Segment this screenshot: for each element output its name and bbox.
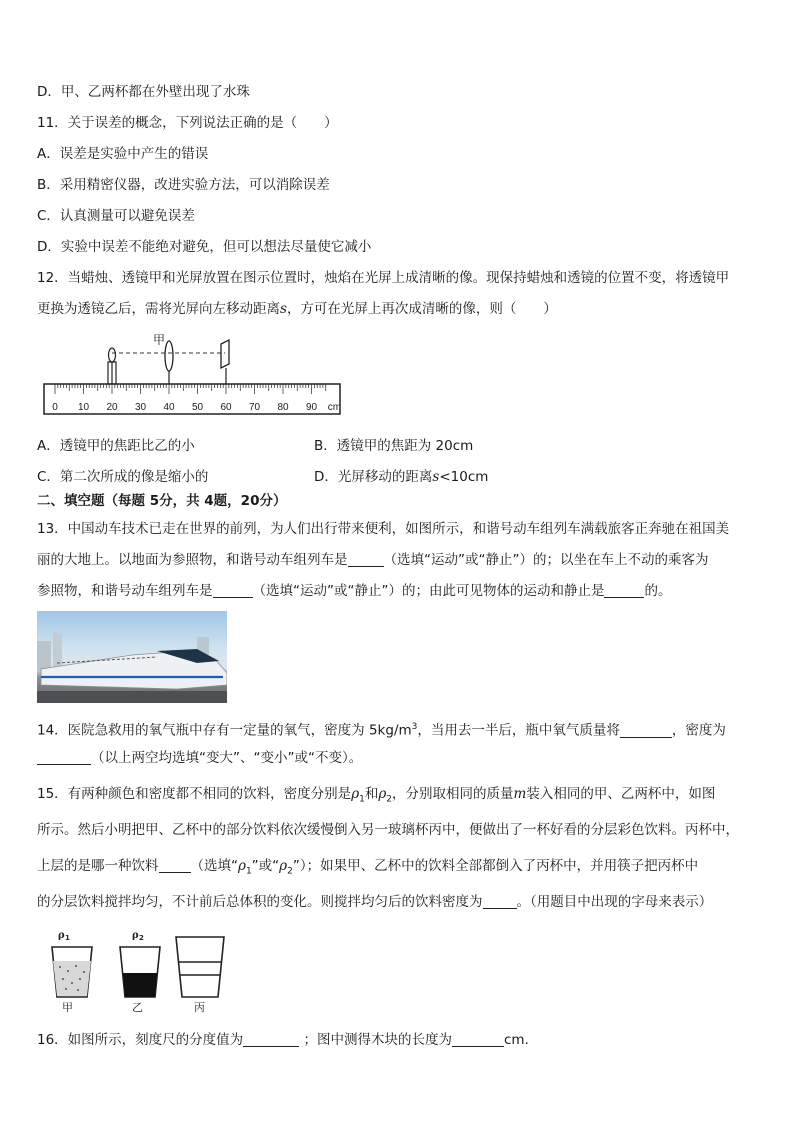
q12-stem-line1: 12．当蜡烛、透镜甲和光屏放置在图示位置时，烛焰在光屏上成清晰的像。现保持蜡烛和透镜的位置不变，将透镜甲 (37, 270, 730, 286)
ruler-tick-label: 70 (248, 402, 261, 413)
q15-line1: 15．有两种颜色和密度都不相同的饮料，密度分别是$\rho_1$和$\rho_2$，分别取相同的质量m装入相同的甲、乙两杯中，如图 (37, 786, 716, 805)
q13-line3: 参照物，和谐号动车组列车是 （选填“运动”或“静止”）的；由此可见物体的运动和静止是 的。 (37, 583, 672, 599)
q13-line2: 丽的大地上。以地面为参照物，和谐号动车组列车是 （选填“运动”或“静止”）的；以坐在车上不动的乘客为 (37, 552, 709, 568)
q14-line1: 14．医院急救用的氧气瓶中存有一定量的氧气，密度为 $5kg/m^3$，当用去一半后，瓶中氧气质量将 ，密度为 (37, 722, 726, 739)
answer-blank[interactable] (159, 858, 191, 873)
answer-blank[interactable] (483, 894, 517, 909)
ruler-tick-label: 20 (106, 402, 118, 413)
q14-line2: （以上两空均选填“变大”、“变小”或“不变）。 (37, 749, 362, 767)
q12-option-b: B．透镜甲的焦距为 20cm (314, 438, 474, 454)
lens-icon (165, 341, 173, 384)
ruler-tick-label: 40 (163, 402, 175, 413)
q11-option-b: B．采用精密仪器，改进实验方法，可以消除误差 (37, 177, 330, 193)
optical-bench-figure (37, 334, 347, 416)
three-cups-figure (48, 927, 238, 1013)
q11-option-a: A．误差是实验中产生的错误 (37, 146, 209, 162)
q12-option-d: D．光屏移动的距离s<10cm (314, 469, 489, 485)
ruler-unit: cm (327, 402, 342, 413)
q15-line4: 的分层饮料搅拌均匀，不计前后总体积的变化。则搅拌均匀后的饮料密度为 。（用题目中出现的字母来表示） (37, 894, 713, 910)
ruler-tick-label: 90 (305, 402, 318, 413)
screen-icon (221, 340, 229, 384)
ruler-tick-label: 60 (220, 402, 232, 413)
answer-blank[interactable] (452, 1032, 504, 1047)
answer-blank[interactable] (620, 723, 672, 738)
cup-label-bing: 丙 (194, 1002, 205, 1013)
q13-line1: 13．中国动车技术已走在世界的前列，为人们出行带来便利，如图所示，和谐号动车组列车满载旅客正奔驰在祖国美 (37, 521, 730, 537)
q12-option-a: A．透镜甲的焦距比乙的小 (37, 438, 195, 454)
ruler-tick-label: 50 (191, 402, 204, 413)
q12-stem-line2: 更换为透镜乙后，需将光屏向左移动距离s，方可在光屏上再次成清晰的像，则（ ） (37, 301, 557, 317)
ruler-tick-label: 80 (277, 402, 289, 413)
answer-blank[interactable] (348, 552, 384, 567)
section-2-title: 二、填空题（每题 5分，共 4题，20分） (37, 493, 287, 509)
q16-text: 16．如图所示，刻度尺的分度值为 ；图中测得木块的长度为 cm. (37, 1032, 529, 1048)
answer-blank[interactable] (243, 1032, 299, 1047)
q15-line3: 上层的是哪一种饮料 （选填“$\rho_1$”或“$\rho_2$”）；如果甲、乙杯中的饮料全部都倒入了丙杯中，并用筷子把丙杯中 (37, 858, 699, 877)
q15-line2: 所示。然后小明把甲、乙杯中的部分饮料依次缓慢倒入另一玻璃杯丙中，便做出了一杯好看的分层彩色饮料。丙杯中， (37, 822, 739, 838)
answer-blank[interactable] (37, 750, 91, 765)
cup-label-jia: 甲 (62, 1002, 73, 1013)
svg-text:2: 2 (139, 934, 144, 942)
answer-blank[interactable] (213, 583, 253, 598)
q11-option-d: D．实验中误差不能绝对避免，但可以想法尽量使它减小 (37, 239, 372, 255)
cup-label-yi: 乙 (132, 1002, 143, 1013)
q12-option-c: C．第二次所成的像是缩小的 (37, 469, 209, 485)
ruler-tick-label: 30 (134, 402, 147, 413)
ruler-tick-label: 10 (77, 402, 90, 413)
lens-label: 甲 (153, 334, 166, 347)
ruler-tick-label: 0 (52, 402, 58, 413)
q11-option-c: C．认真测量可以避免误差 (37, 208, 195, 224)
svg-text:ρ: ρ (132, 930, 139, 941)
high-speed-train-photo (37, 611, 227, 703)
svg-text:ρ: ρ (58, 930, 65, 941)
answer-blank[interactable] (604, 583, 644, 598)
q10-option-d: D．甲、乙两杯都在外壁出现了水珠 (37, 84, 250, 100)
q11-stem: 11．关于误差的概念，下列说法正确的是（ ） (37, 115, 338, 131)
svg-text:1: 1 (65, 934, 70, 942)
